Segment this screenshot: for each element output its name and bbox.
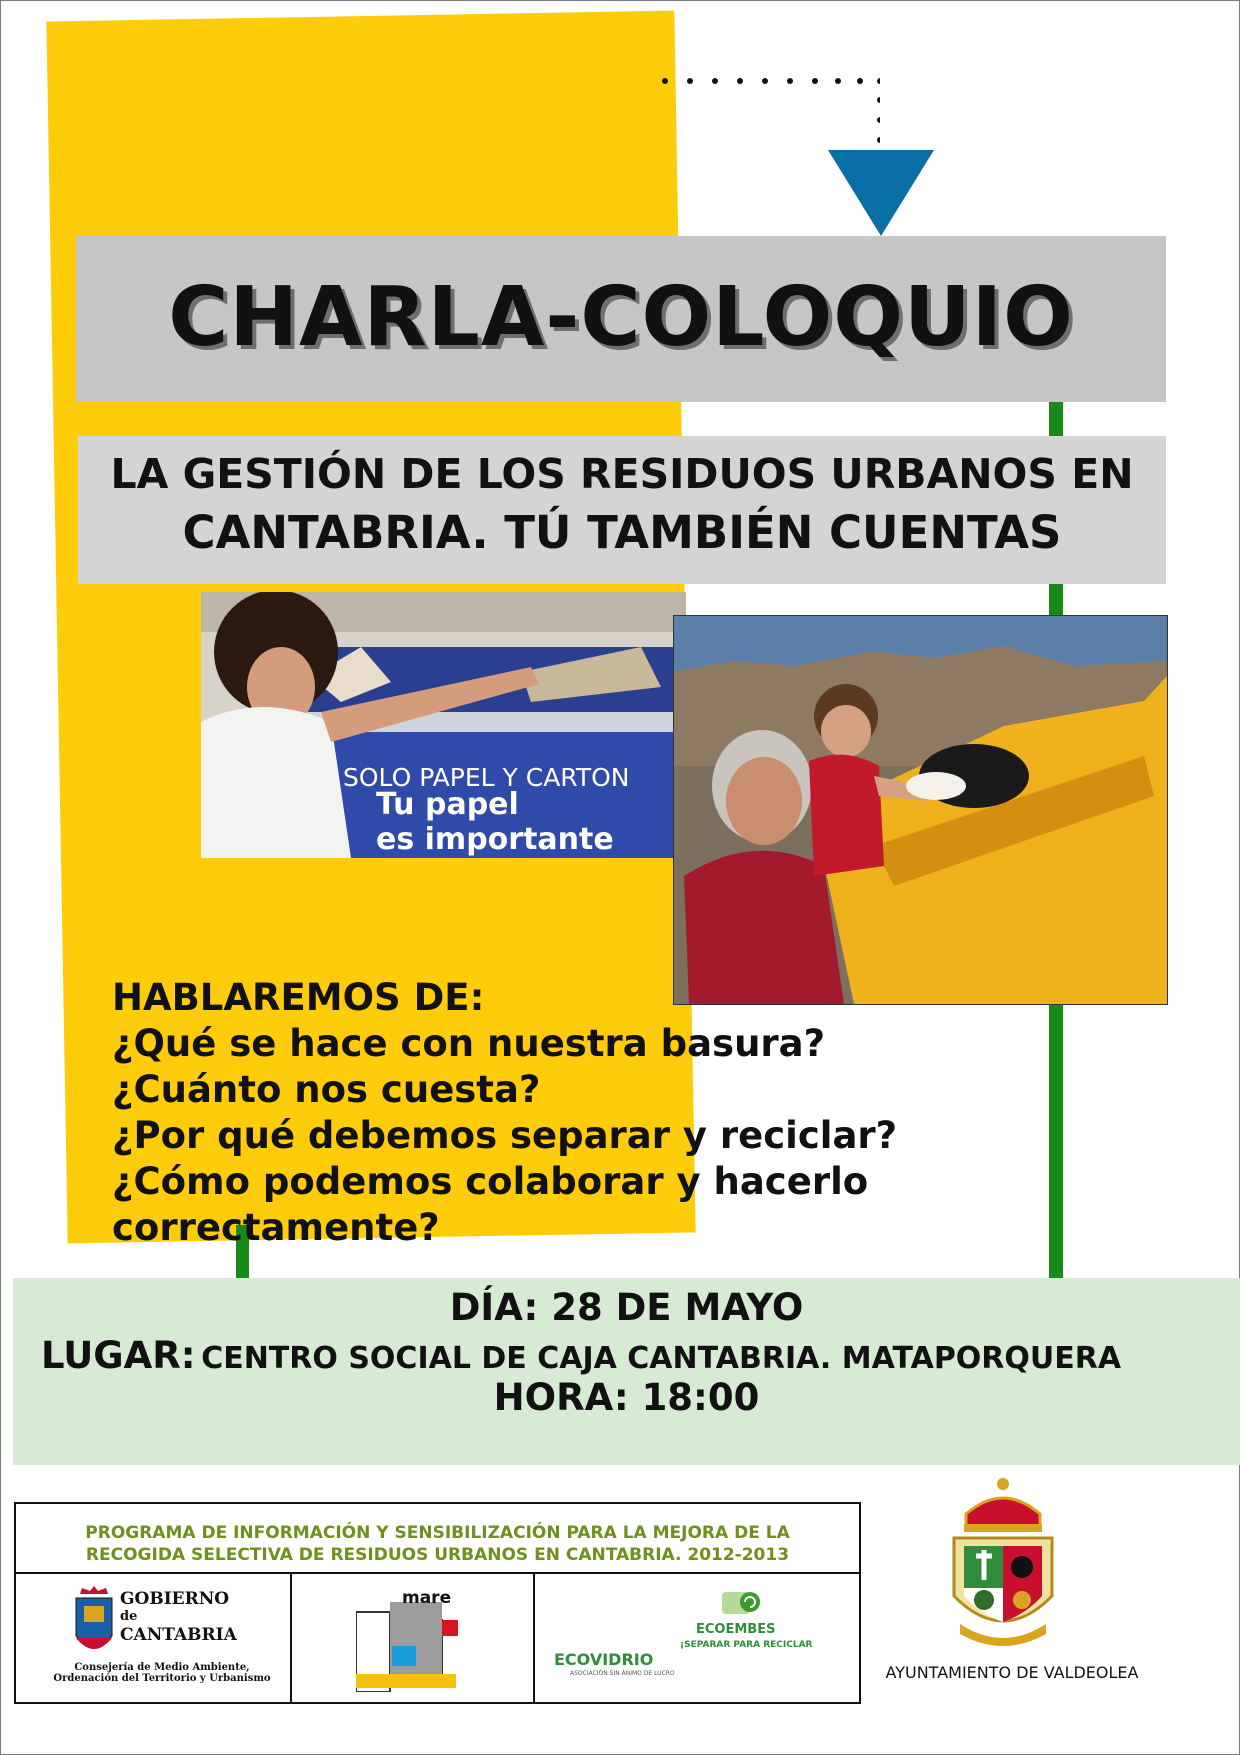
footer-divider (16, 1572, 859, 1574)
topic-item: ¿Por qué debemos separar y reciclar? (112, 1114, 898, 1157)
event-day: DÍA: 28 DE MAYO (449, 1286, 804, 1329)
program-footer-box (14, 1502, 861, 1704)
gobierno-line-3: CANTABRIA (120, 1625, 237, 1645)
event-info-box (13, 1278, 1240, 1465)
consejeria-line-2: Ordenación del Territorio y Urbanismo (53, 1673, 271, 1684)
ecoembes-recycle-icon (722, 1590, 762, 1616)
ecovidrio-subtext: ASOCIACIÓN SIN ÁNIMO DE LUCRO (570, 1670, 675, 1677)
sign-solo-papel: SOLO PAPEL Y CARTON (343, 763, 630, 792)
footer-divider (533, 1574, 535, 1702)
consejeria-line-1: Consejería de Medio Ambiente, (74, 1662, 250, 1673)
subtitle-line-2: CANTABRIA. TÚ TAMBIÉN CUENTAS (182, 506, 1062, 559)
poster-title: CHARLA-COLOQUIO (168, 270, 1074, 365)
ayuntamiento-coat-of-arms-icon (936, 1476, 1070, 1656)
topics-heading: HABLAREMOS DE: (112, 976, 485, 1019)
ecoembes-subtext: ¡SEPARAR PARA RECICLAR (680, 1640, 813, 1650)
mare-logo-text: mare (402, 1588, 452, 1608)
event-place-label: LUGAR: (41, 1334, 196, 1377)
subtitle-banner (78, 436, 1166, 584)
topics-list (112, 975, 972, 1251)
sign-tu-papel: Tu papel (376, 787, 519, 822)
down-arrow-icon (828, 150, 934, 238)
event-time: HORA: 18:00 (493, 1376, 760, 1419)
topic-item: correctamente? (112, 1206, 440, 1249)
gobierno-cantabria-crest-icon (72, 1586, 116, 1664)
mare-logo (356, 1588, 476, 1692)
program-line-2: RECOGIDA SELECTIVA DE RESIDUOS URBANOS EN CANTABRIA. 2012-2013 (85, 1545, 790, 1565)
program-line-1: PROGRAMA DE INFORMACIÓN Y SENSIBILIZACIÓN PARA LA MEJORA DE LA (85, 1523, 790, 1543)
consejeria-text (52, 1662, 272, 1684)
photo-paper-recycling (201, 592, 686, 858)
subtitle-line-1: LA GESTIÓN DE LOS RESIDUOS URBANOS EN (110, 450, 1134, 498)
topic-item: ¿Cómo podemos colaborar y hacerlo (112, 1160, 869, 1203)
event-place-value: CENTRO SOCIAL DE CAJA CANTABRIA. MATAPORQUERA (201, 1341, 1122, 1376)
gobierno-line-2: de (120, 1609, 138, 1624)
gobierno-logo-text (120, 1590, 237, 1644)
ecovidrio-logo-text: ECOVIDRIO (554, 1650, 654, 1669)
title-banner (76, 236, 1166, 402)
ecoembes-logo-text: ECOEMBES (696, 1622, 776, 1637)
dotted-path (660, 78, 880, 148)
gobierno-line-1: GOBIERNO (120, 1589, 230, 1609)
event-place (41, 1334, 1121, 1377)
ayuntamiento-text: AYUNTAMIENTO DE VALDEOLEA (885, 1663, 1139, 1682)
photo-container-recycling (673, 615, 1168, 1005)
sign-es-importante: es importante (376, 822, 614, 857)
program-description (16, 1522, 859, 1566)
footer-divider (290, 1574, 292, 1702)
topic-item: ¿Cuánto nos cuesta? (112, 1068, 541, 1111)
topic-item: ¿Qué se hace con nuestra basura? (112, 1022, 826, 1065)
